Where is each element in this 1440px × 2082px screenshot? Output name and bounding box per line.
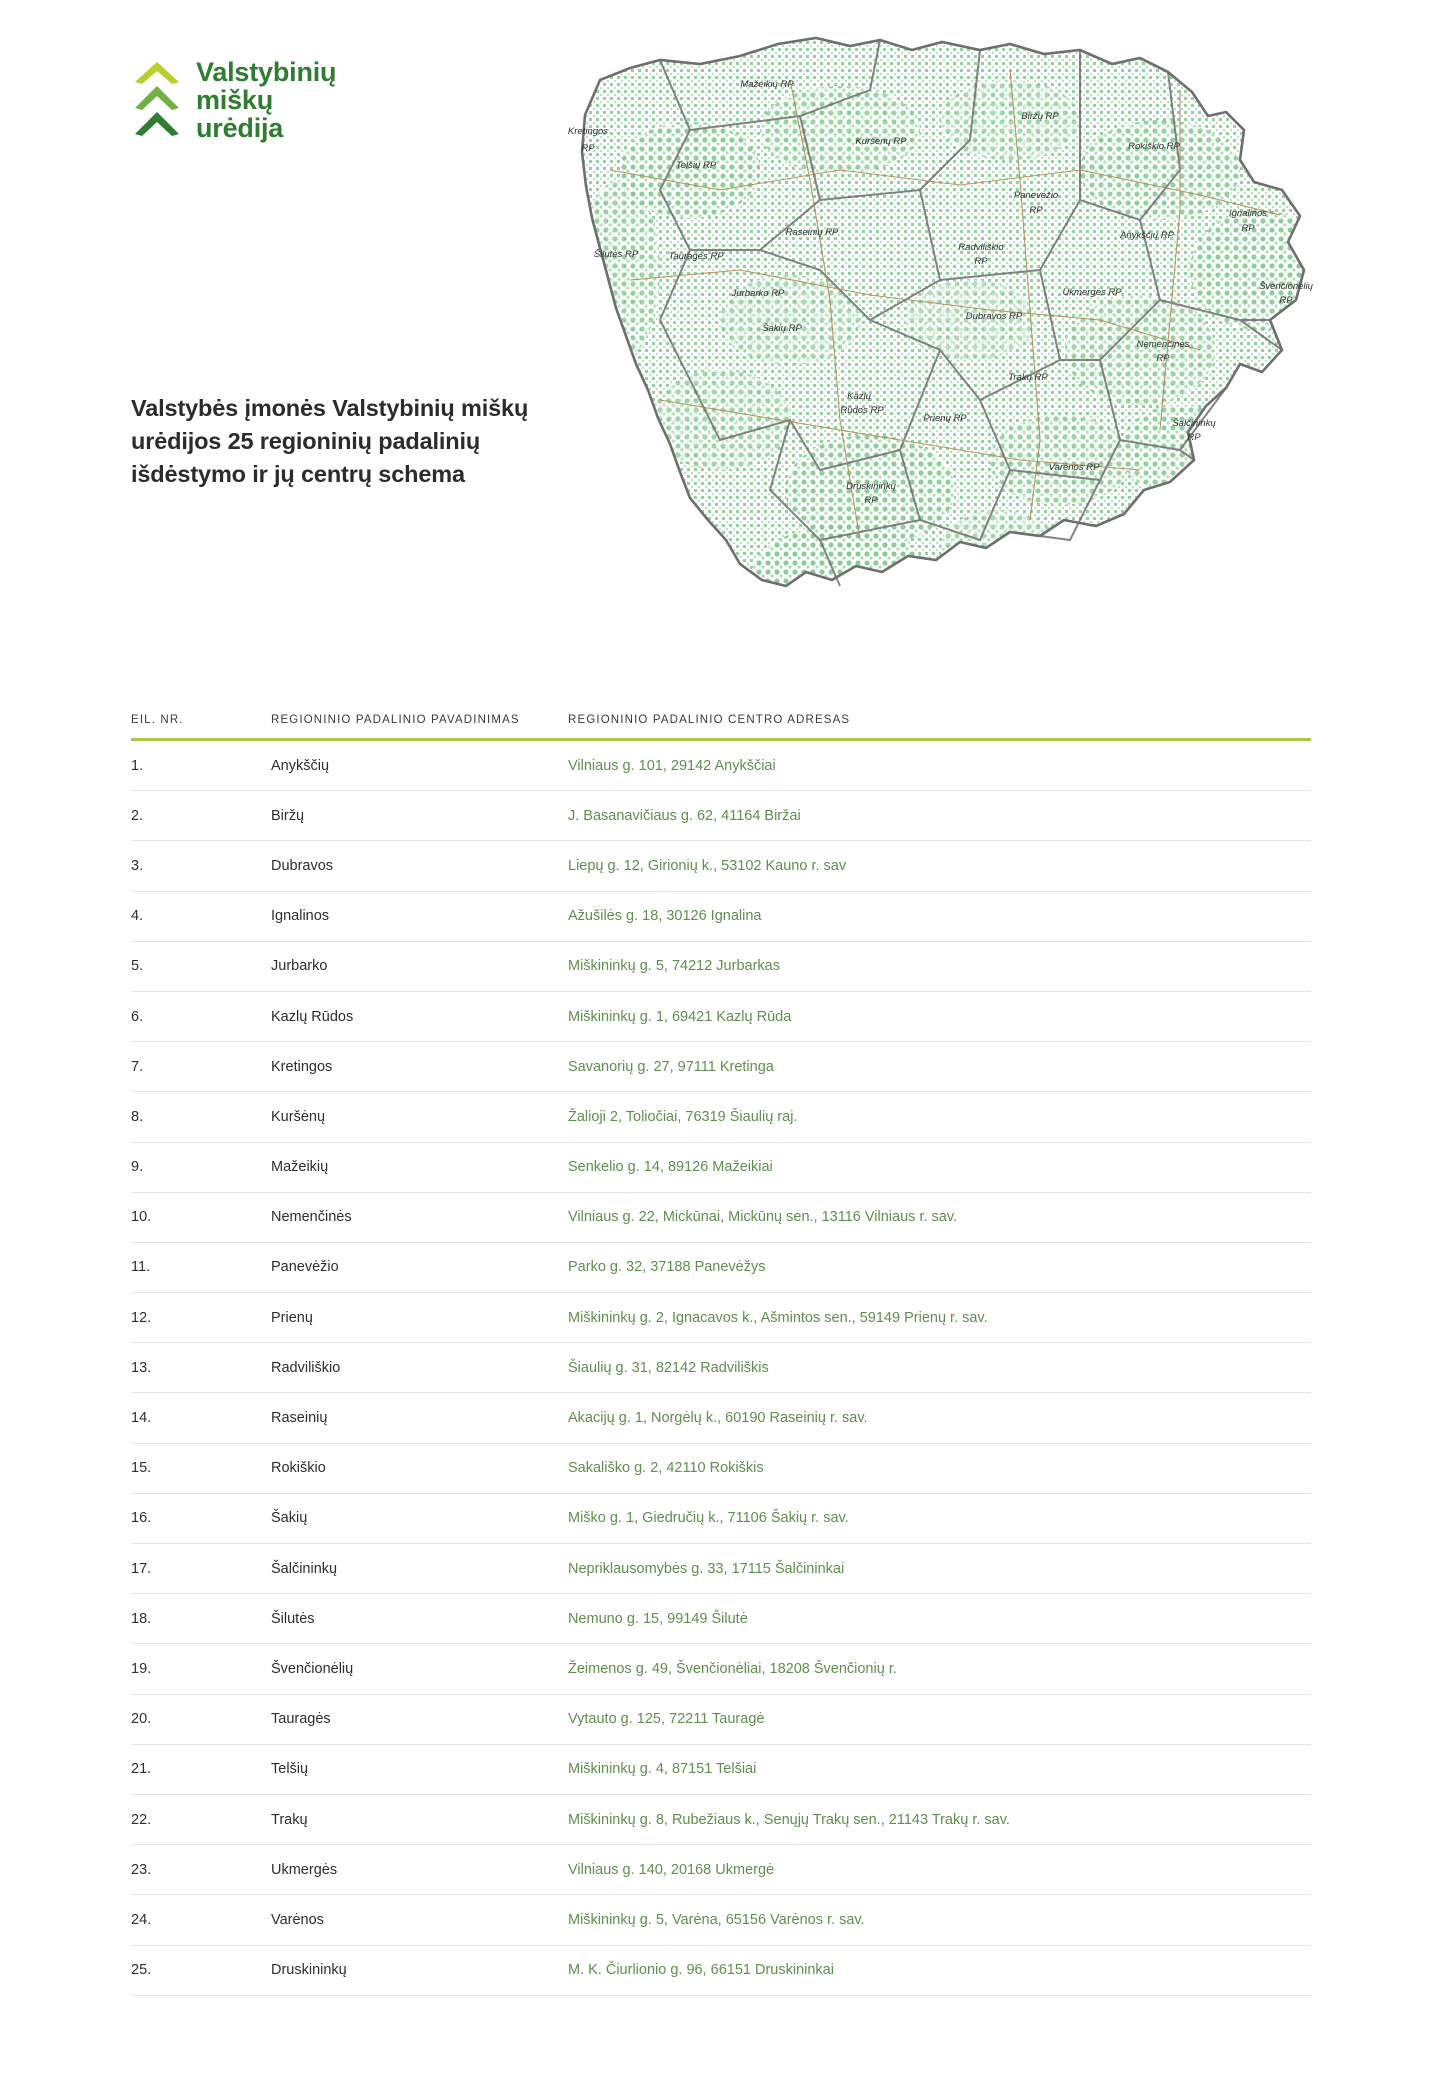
cell-number: 17. xyxy=(131,1560,152,1577)
cell-address: Miškininkų g. 5, 74212 Jurbarkas xyxy=(568,958,780,975)
cell-number: 16. xyxy=(131,1510,152,1527)
column-header-name: REGIONINIO PADALINIO PAVADINIMAS xyxy=(271,714,520,726)
cell-address: Žalioji 2, Toliočiai, 76319 Šiaulių raj. xyxy=(568,1108,798,1125)
svg-text:Radviliškio: Radviliškio xyxy=(958,242,1004,253)
svg-text:Anykščių RP: Anykščių RP xyxy=(1120,230,1174,241)
cell-unit-name: Šalčininkų xyxy=(271,1560,338,1577)
cell-address: M. K. Čiurlionio g. 96, 66151 Druskininkai xyxy=(568,1962,834,1979)
cell-address: Miškininkų g. 4, 87151 Telšiai xyxy=(568,1761,757,1778)
cell-address: Šiaulių g. 31, 82142 Radviliškis xyxy=(568,1359,769,1376)
cell-unit-name: Mažeikių xyxy=(271,1159,329,1176)
table-row xyxy=(131,1393,1311,1443)
cell-unit-name: Tauragės xyxy=(271,1711,331,1728)
cell-number: 21. xyxy=(131,1761,152,1778)
forest-chevrons-logo-mark-icon xyxy=(133,62,181,137)
table-row xyxy=(131,1494,1311,1544)
table-row xyxy=(131,1845,1311,1895)
cell-address: Vilniaus g. 140, 20168 Ukmergė xyxy=(568,1861,775,1878)
cell-address: Nemuno g. 15, 99149 Šilutė xyxy=(568,1610,748,1627)
column-header-address: REGIONINIO PADALINIO CENTRO ADRESAS xyxy=(568,714,851,726)
cell-unit-name: Ukmergės xyxy=(271,1861,338,1878)
table-row xyxy=(131,1795,1311,1845)
svg-text:Šakių RP: Šakių RP xyxy=(762,323,802,334)
cell-unit-name: Kretingos xyxy=(271,1058,333,1075)
svg-text:RP: RP xyxy=(1029,205,1043,216)
svg-text:Raseinių RP: Raseinių RP xyxy=(785,227,839,238)
table-row xyxy=(131,992,1311,1042)
logo-line-1: Valstybinių xyxy=(196,57,337,87)
table-row xyxy=(131,1644,1311,1694)
cell-address: J. Basanavičiaus g. 62, 41164 Biržai xyxy=(568,807,801,824)
table-row xyxy=(131,1594,1311,1644)
svg-text:RP: RP xyxy=(864,495,878,506)
cell-address: Miškininkų g. 1, 69421 Kazlų Rūda xyxy=(568,1008,792,1025)
cell-unit-name: Švenčionėlių xyxy=(271,1660,354,1677)
cell-address: Sakališko g. 2, 42110 Rokiškis xyxy=(568,1460,764,1477)
table-row xyxy=(131,791,1311,841)
svg-text:RP: RP xyxy=(1156,353,1170,364)
cell-number: 13. xyxy=(131,1359,152,1376)
cell-unit-name: Druskininkų xyxy=(271,1962,347,1979)
map-container xyxy=(540,20,1430,700)
cell-number: 2. xyxy=(131,807,144,824)
svg-text:Telšių RP: Telšių RP xyxy=(675,160,717,171)
logo-line-3: urėdija xyxy=(196,113,284,144)
svg-text:Rūdos RP: Rūdos RP xyxy=(840,405,884,416)
cell-number: 6. xyxy=(131,1008,144,1025)
cell-unit-name: Biržų xyxy=(271,807,305,824)
map-forest-cover xyxy=(540,20,1430,700)
cell-number: 1. xyxy=(131,757,144,774)
table-body xyxy=(131,741,1311,1996)
svg-text:Šilutės RP: Šilutės RP xyxy=(593,249,639,260)
cell-number: 5. xyxy=(131,958,144,975)
svg-text:Panevėžio: Panevėžio xyxy=(1013,190,1059,201)
cell-number: 8. xyxy=(131,1108,144,1125)
cell-unit-name: Panevėžio xyxy=(271,1259,339,1276)
svg-text:Ignalinos: Ignalinos xyxy=(1228,208,1268,219)
svg-text:Tauragės RP: Tauragės RP xyxy=(668,251,724,262)
cell-number: 24. xyxy=(131,1911,152,1928)
svg-text:Kazlų: Kazlų xyxy=(847,391,871,402)
svg-text:RP: RP xyxy=(581,143,595,154)
table-row xyxy=(131,1895,1311,1945)
cell-address: Žeimenos g. 49, Švenčionėliai, 18208 Švenčionių r. xyxy=(568,1660,897,1677)
svg-text:Druskininkų: Druskininkų xyxy=(846,481,896,492)
table-row xyxy=(131,1695,1311,1745)
table-row xyxy=(131,1444,1311,1494)
svg-text:Trakų RP: Trakų RP xyxy=(1008,372,1048,383)
table-row xyxy=(131,1343,1311,1393)
lithuania-forest-districts-map xyxy=(540,20,1430,700)
table-row xyxy=(131,741,1311,791)
cell-address: Senkelio g. 14, 89126 Mažeikiai xyxy=(568,1159,773,1176)
table-row xyxy=(131,1745,1311,1795)
table-row xyxy=(131,1193,1311,1243)
cell-address: Miškininkų g. 2, Ignacavos k., Ašmintos sen., 59149 Prienų r. sav. xyxy=(568,1309,988,1326)
svg-text:Rokiškio RP: Rokiškio RP xyxy=(1128,141,1180,152)
cell-number: 22. xyxy=(131,1811,152,1828)
svg-text:RP: RP xyxy=(1279,295,1293,306)
svg-text:Varėnos RP: Varėnos RP xyxy=(1048,462,1100,473)
cell-unit-name: Prienų xyxy=(271,1309,313,1326)
cell-address: Vilniaus g. 22, Mickūnai, Mickūnų sen., 13116 Vilniaus r. sav. xyxy=(568,1209,958,1226)
cell-address: Vilniaus g. 101, 29142 Anykščiai xyxy=(568,757,776,774)
svg-text:Prienų RP: Prienų RP xyxy=(923,413,967,424)
cell-number: 11. xyxy=(131,1259,151,1276)
svg-text:Kretingos: Kretingos xyxy=(567,126,609,137)
table-row xyxy=(131,892,1311,942)
cell-address: Miškininkų g. 5, Varėna, 65156 Varėnos r. sav. xyxy=(568,1911,865,1928)
table-row xyxy=(131,942,1311,992)
cell-address: Vytauto g. 125, 72211 Tauragė xyxy=(568,1711,765,1728)
cell-unit-name: Kazlų Rūdos xyxy=(271,1008,354,1025)
cell-number: 15. xyxy=(131,1460,152,1477)
cell-address: Miško g. 1, Giedručių k., 71106 Šakių r. sav. xyxy=(568,1510,849,1527)
svg-text:RP: RP xyxy=(1187,432,1201,443)
cell-unit-name: Dubravos xyxy=(271,857,334,874)
logo-line-2: miškų xyxy=(196,85,274,116)
cell-number: 7. xyxy=(131,1058,144,1075)
cell-address: Miškininkų g. 8, Rubežiaus k., Senųjų Trakų sen., 21143 Trakų r. sav. xyxy=(568,1811,1010,1828)
cell-unit-name: Radviliškio xyxy=(271,1359,341,1376)
cell-address: Akacijų g. 1, Norgėlų k., 60190 Raseinių r. sav. xyxy=(568,1410,868,1427)
column-header-number: EIL. NR. xyxy=(131,714,184,726)
cell-number: 25. xyxy=(131,1962,152,1979)
table-row xyxy=(131,1946,1311,1996)
svg-text:Nemenčinės: Nemenčinės xyxy=(1136,339,1190,350)
cell-unit-name: Trakų xyxy=(271,1811,308,1828)
cell-address: Liepų g. 12, Girionių k., 53102 Kauno r. sav xyxy=(568,857,847,874)
table-row xyxy=(131,841,1311,891)
svg-text:Jurbarko RP: Jurbarko RP xyxy=(731,288,785,299)
cell-number: 12. xyxy=(131,1309,152,1326)
cell-unit-name: Jurbarko xyxy=(271,958,328,975)
cell-number: 20. xyxy=(131,1711,152,1728)
cell-unit-name: Anykščių xyxy=(271,757,330,774)
table-row xyxy=(131,1544,1311,1594)
cell-number: 10. xyxy=(131,1209,152,1226)
table-row xyxy=(131,1243,1311,1293)
svg-text:RP: RP xyxy=(1241,223,1255,234)
cell-unit-name: Ignalinos xyxy=(271,908,330,925)
cell-number: 3. xyxy=(131,857,144,874)
cell-number: 9. xyxy=(131,1159,144,1176)
svg-text:Ukmergės RP: Ukmergės RP xyxy=(1062,287,1122,298)
cell-number: 19. xyxy=(131,1660,152,1677)
cell-address: Savanorių g. 27, 97111 Kretinga xyxy=(568,1058,774,1075)
table-row xyxy=(131,1293,1311,1343)
table-row xyxy=(131,1092,1311,1142)
cell-unit-name: Šilutės xyxy=(271,1610,315,1627)
svg-text:Dubravos RP: Dubravos RP xyxy=(965,311,1023,322)
logo-wordmark xyxy=(196,58,336,142)
table-row xyxy=(131,1143,1311,1193)
cell-address: Parko g. 32, 37188 Panevėžys xyxy=(568,1259,766,1276)
cell-unit-name: Rokiškio xyxy=(271,1460,326,1477)
cell-unit-name: Raseinių xyxy=(271,1410,328,1427)
cell-unit-name: Kuršėnų xyxy=(271,1108,326,1125)
cell-unit-name: Varėnos xyxy=(271,1911,324,1928)
cell-address: Nepriklausomybės g. 33, 17115 Šalčininkai xyxy=(568,1560,845,1577)
cell-unit-name: Nemenčinės xyxy=(271,1209,352,1226)
page-title: Valstybės įmonės Valstybinių miškų urėdijos 25 regioninių padalinių išdėstymo ir jų centrų schema xyxy=(131,394,529,488)
table-row xyxy=(131,1042,1311,1092)
svg-text:Mažeikių RP: Mažeikių RP xyxy=(740,79,794,90)
cell-number: 14. xyxy=(131,1410,152,1427)
brand-logo xyxy=(133,58,336,142)
svg-text:Šalčininkų: Šalčininkų xyxy=(1172,418,1216,429)
cell-number: 23. xyxy=(131,1861,152,1878)
table-header-row xyxy=(131,714,1311,738)
cell-address: Ažušilės g. 18, 30126 Ignalina xyxy=(568,908,762,925)
svg-text:Švenčionėlių: Švenčionėlių xyxy=(1259,281,1313,292)
cell-unit-name: Telšių xyxy=(271,1761,309,1778)
svg-text:Biržų RP: Biržų RP xyxy=(1021,111,1059,122)
cell-number: 18. xyxy=(131,1610,152,1627)
cell-unit-name: Šakių xyxy=(271,1510,308,1527)
cell-number: 4. xyxy=(131,908,144,925)
regional-units-table xyxy=(131,714,1311,1996)
svg-text:RP: RP xyxy=(974,256,988,267)
svg-text:Kuršėnų RP: Kuršėnų RP xyxy=(855,136,907,147)
